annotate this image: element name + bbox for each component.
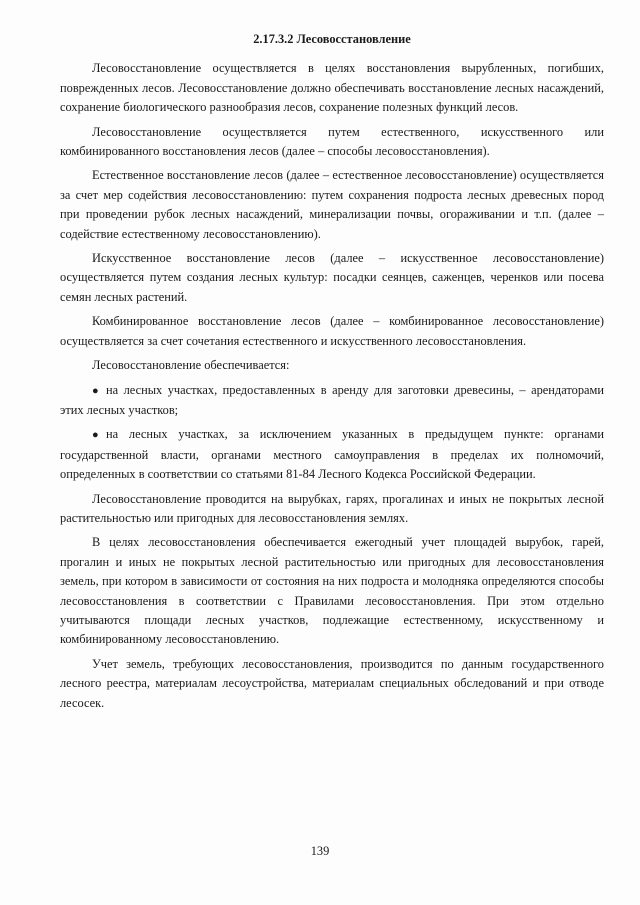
bullet-text: на лесных участках, за исключением указанных в предыдущем пункте: органами государственной власти, органами местного самоуправления в пределах их полномочий, определенных в соответствии со статьями 81-84 Лесного Кодекса Российской Федерации. [60,427,604,482]
bullet-icon: ● [92,429,99,442]
paragraph-combined: Комбинированное восстановление лесов (далее – комбинированное лесовосстановление) осуществляется за счет сочетания естественного и искусственного лесовосстановления. [60,314,604,348]
paragraph-natural: Естественное восстановление лесов (далее – естественное лесовосстановление) осуществляется за счет мер содействия лесовосстановлению: путем сохранения подроста лесных древесных пород при проведении рубок лесных насаждений, минерализации почвы, огораживании и т.п. (далее – содействие естественному лесовосстановлению). [60,168,604,241]
bullet-item-tenants [60,381,604,421]
paragraph-land-records: Учет земель, требующих лесовосстановления, производится по данным государственного лесного реестра, материалам лесоустройства, материалам специальных обследований и при отводе лесосек. [60,656,604,710]
bullet-item-authorities [60,425,604,484]
paragraph-annual-accounting: В целях лесовосстановления обеспечивается ежегодный учет площадей вырубок, гарей, прогалин и иных не покрытых лесной растительностью или пригодных для лесовосстановления земель, при котором в зависимости от состояния на них подроста и молодняка определяются способы лесовосстановления в соответствии с Правилами лесовосстановления. При этом отдельно учитываются площади лесных участков, подлежащие естественному, искусственному и комбинированному лесовосстановлению. [60,535,604,647]
paragraph-purpose: Лесовосстановление осуществляется в целях восстановления вырубленных, погибших, поврежденных лесов. Лесовосстановление должно обеспечивать восстановление лесных насаждений, сохранение биологического разнообразия лесов, сохранение полезных функций лесов. [60,61,604,115]
section-heading: 2.17.3.2 Лесовосстановление [253,32,411,46]
page-number: 139 [310,844,330,858]
paragraph-locations: Лесовосстановление проводится на вырубках, гарях, прогалинах и иных не покрытых лесной растительностью или пригодных для лесовосстановления землях. [60,491,604,525]
page-content [60,30,604,718]
bullet-icon: ● [92,384,99,397]
paragraph-artificial: Искусственное восстановление лесов (далее – искусственное лесовосстановление) осуществляется путем создания лесных культур: посадки сеянцев, саженцев, черенков или посева семян лесных растений. [60,251,604,304]
paragraph-provided-by: Лесовосстановление обеспечивается: [92,358,290,373]
bullet-text: на лесных участках, предоставленных в аренду для заготовки древесины, – арендаторами этих лесных участков; [60,382,604,417]
paragraph-methods: Лесовосстановление осуществляется путем естественного, искусственного или комбинированного восстановления лесов (далее – способы лесовосстановления). [60,124,604,159]
